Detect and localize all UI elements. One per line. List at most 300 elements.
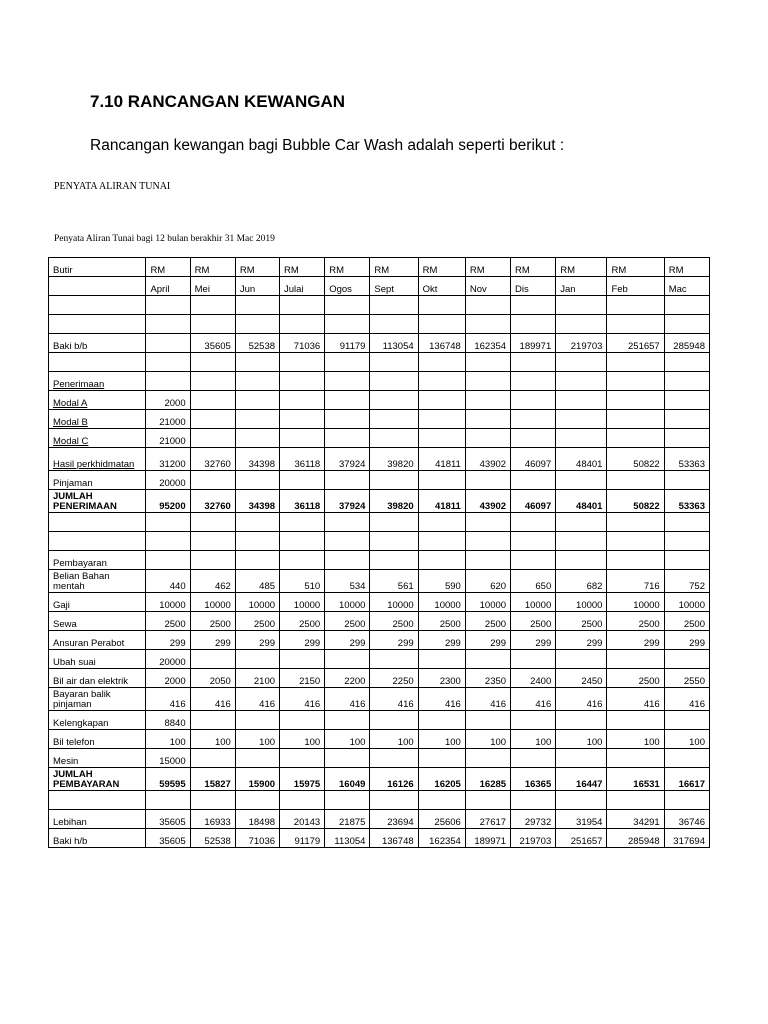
row-value-cell <box>511 410 556 429</box>
row-label: Belian Bahan mentah <box>49 570 146 593</box>
row-value-cell <box>465 532 510 551</box>
row-value-cell <box>607 513 664 532</box>
row-value-cell: 10000 <box>235 593 279 612</box>
row-value-cell: 15900 <box>235 768 279 791</box>
row-value-cell <box>325 315 370 334</box>
header-currency: RM <box>418 258 465 277</box>
header-month: Jun <box>235 277 279 296</box>
row-value-cell <box>418 315 465 334</box>
row-value-cell <box>607 551 664 570</box>
row-value-cell <box>190 791 235 810</box>
row-value-cell: 46097 <box>511 448 556 471</box>
row-value-cell <box>370 532 418 551</box>
table-row <box>49 650 710 669</box>
row-value-cell <box>607 353 664 372</box>
row-value-cell: 16617 <box>664 768 709 791</box>
row-value-cell <box>280 391 325 410</box>
table-row <box>49 471 710 490</box>
row-label: Ubah suai <box>49 650 146 669</box>
row-label <box>49 296 146 315</box>
row-value-cell: 136748 <box>370 829 418 848</box>
row-value-cell <box>418 650 465 669</box>
header-currency: RM <box>465 258 510 277</box>
row-value-cell <box>418 711 465 730</box>
header-month: Dis <box>511 277 556 296</box>
row-value-cell <box>556 532 607 551</box>
row-value-cell: 2500 <box>465 612 510 631</box>
row-value-cell <box>190 749 235 768</box>
row-value-cell: 100 <box>465 730 510 749</box>
row-value-cell: 50822 <box>607 490 664 513</box>
row-value-cell: 162354 <box>465 334 510 353</box>
row-value-cell <box>511 532 556 551</box>
table-row <box>49 372 710 391</box>
header-currency: RM <box>556 258 607 277</box>
row-value-cell <box>370 391 418 410</box>
row-value-cell: 34398 <box>235 448 279 471</box>
row-value-cell: 2450 <box>556 669 607 688</box>
row-value-cell: 317694 <box>664 829 709 848</box>
row-value-cell: 59595 <box>146 768 190 791</box>
row-value-cell <box>511 372 556 391</box>
row-value-cell <box>280 429 325 448</box>
header-currency: RM <box>280 258 325 277</box>
row-value-cell <box>664 650 709 669</box>
row-value-cell <box>664 410 709 429</box>
row-value-cell <box>418 513 465 532</box>
row-value-cell <box>556 471 607 490</box>
row-value-cell <box>556 315 607 334</box>
row-value-cell: 10000 <box>325 593 370 612</box>
table-row <box>49 315 710 334</box>
page-heading: 7.10 RANCANGAN KEWANGAN <box>90 92 346 111</box>
row-value-cell <box>418 372 465 391</box>
table-row <box>49 410 710 429</box>
row-value-cell <box>556 711 607 730</box>
row-value-cell: 510 <box>280 570 325 593</box>
row-value-cell <box>664 315 709 334</box>
row-value-cell <box>556 372 607 391</box>
row-label: Baki h/b <box>49 829 146 848</box>
row-value-cell: 16531 <box>607 768 664 791</box>
row-value-cell: 91179 <box>280 829 325 848</box>
table-row <box>49 631 710 650</box>
table-row <box>49 551 710 570</box>
row-label: Gaji <box>49 593 146 612</box>
row-value-cell <box>190 296 235 315</box>
table-row <box>49 334 710 353</box>
row-value-cell: 416 <box>325 688 370 711</box>
row-value-cell: 52538 <box>190 829 235 848</box>
row-value-cell <box>556 551 607 570</box>
row-value-cell <box>664 791 709 810</box>
table-row <box>49 593 710 612</box>
row-value-cell: 8840 <box>146 711 190 730</box>
row-value-cell: 416 <box>190 688 235 711</box>
row-value-cell <box>418 391 465 410</box>
row-value-cell: 2350 <box>465 669 510 688</box>
row-value-cell: 416 <box>418 688 465 711</box>
row-value-cell: 716 <box>607 570 664 593</box>
row-value-cell: 113054 <box>325 829 370 848</box>
row-value-cell: 299 <box>556 631 607 650</box>
row-value-cell: 16205 <box>418 768 465 791</box>
row-value-cell: 16933 <box>190 810 235 829</box>
row-value-cell: 48401 <box>556 448 607 471</box>
row-value-cell: 620 <box>465 570 510 593</box>
row-value-cell <box>325 532 370 551</box>
row-value-cell <box>146 334 190 353</box>
row-value-cell <box>146 372 190 391</box>
row-value-cell <box>607 791 664 810</box>
table-caption: Penyata Aliran Tunai bagi 12 bulan berakhir 31 Mac 2019 <box>54 234 275 244</box>
row-value-cell <box>607 296 664 315</box>
row-value-cell: 2500 <box>511 612 556 631</box>
row-value-cell: 650 <box>511 570 556 593</box>
row-value-cell: 2500 <box>418 612 465 631</box>
row-value-cell: 50822 <box>607 448 664 471</box>
row-value-cell: 2300 <box>418 669 465 688</box>
row-label <box>49 791 146 810</box>
row-value-cell <box>146 513 190 532</box>
header-month: Ogos <box>325 277 370 296</box>
row-value-cell: 416 <box>280 688 325 711</box>
cash-flow-table <box>48 257 710 848</box>
header-month: Mac <box>664 277 709 296</box>
row-value-cell: 590 <box>418 570 465 593</box>
row-value-cell: 219703 <box>556 334 607 353</box>
row-value-cell <box>511 429 556 448</box>
row-value-cell: 2550 <box>664 669 709 688</box>
table-row <box>49 570 710 593</box>
row-value-cell <box>370 749 418 768</box>
row-value-cell: 416 <box>511 688 556 711</box>
row-value-cell: 39820 <box>370 448 418 471</box>
row-value-cell: 10000 <box>280 593 325 612</box>
row-value-cell <box>370 650 418 669</box>
row-value-cell: 485 <box>235 570 279 593</box>
row-value-cell <box>146 296 190 315</box>
row-value-cell: 2500 <box>556 612 607 631</box>
table-row <box>49 490 710 513</box>
row-value-cell <box>664 513 709 532</box>
row-value-cell: 36118 <box>280 490 325 513</box>
row-value-cell <box>325 296 370 315</box>
header-month: Sept <box>370 277 418 296</box>
row-value-cell <box>280 471 325 490</box>
row-value-cell <box>418 551 465 570</box>
row-value-cell: 100 <box>325 730 370 749</box>
row-value-cell <box>235 749 279 768</box>
row-value-cell: 91179 <box>325 334 370 353</box>
table-row <box>49 429 710 448</box>
row-value-cell: 52538 <box>235 334 279 353</box>
row-value-cell <box>235 711 279 730</box>
row-value-cell <box>325 410 370 429</box>
row-value-cell: 113054 <box>370 334 418 353</box>
row-value-cell: 189971 <box>465 829 510 848</box>
row-value-cell: 15000 <box>146 749 190 768</box>
row-value-cell <box>190 429 235 448</box>
header-currency: RM <box>370 258 418 277</box>
header-currency: RM <box>146 258 190 277</box>
row-value-cell: 34398 <box>235 490 279 513</box>
row-value-cell <box>325 391 370 410</box>
row-label: Pinjaman <box>49 471 146 490</box>
row-value-cell <box>465 296 510 315</box>
row-value-cell <box>511 471 556 490</box>
row-value-cell: 299 <box>190 631 235 650</box>
row-value-cell: 2500 <box>146 612 190 631</box>
row-value-cell: 2500 <box>607 612 664 631</box>
row-value-cell: 16049 <box>325 768 370 791</box>
row-value-cell: 2050 <box>190 669 235 688</box>
row-value-cell <box>465 410 510 429</box>
row-value-cell: 2500 <box>190 612 235 631</box>
row-label: Sewa <box>49 612 146 631</box>
row-label: Ansuran Perabot <box>49 631 146 650</box>
row-value-cell <box>280 296 325 315</box>
row-value-cell <box>370 410 418 429</box>
row-label: Mesin <box>49 749 146 768</box>
table-row <box>49 810 710 829</box>
row-value-cell: 39820 <box>370 490 418 513</box>
row-value-cell: 752 <box>664 570 709 593</box>
row-value-cell <box>664 391 709 410</box>
row-value-cell <box>664 296 709 315</box>
row-value-cell <box>465 315 510 334</box>
row-value-cell <box>325 429 370 448</box>
row-value-cell: 18498 <box>235 810 279 829</box>
row-value-cell: 10000 <box>556 593 607 612</box>
row-value-cell: 2250 <box>370 669 418 688</box>
row-value-cell: 20000 <box>146 471 190 490</box>
table-row <box>49 353 710 372</box>
row-value-cell <box>418 532 465 551</box>
row-value-cell <box>465 429 510 448</box>
row-value-cell: 32760 <box>190 490 235 513</box>
row-value-cell <box>370 429 418 448</box>
row-value-cell: 15827 <box>190 768 235 791</box>
row-value-cell <box>325 353 370 372</box>
row-value-cell: 2500 <box>235 612 279 631</box>
row-value-cell <box>235 791 279 810</box>
row-value-cell <box>280 353 325 372</box>
row-value-cell: 2500 <box>325 612 370 631</box>
row-value-cell <box>664 471 709 490</box>
row-label <box>49 532 146 551</box>
row-value-cell: 71036 <box>280 334 325 353</box>
row-value-cell <box>280 711 325 730</box>
row-value-cell: 2000 <box>146 669 190 688</box>
row-value-cell <box>146 791 190 810</box>
row-value-cell: 100 <box>418 730 465 749</box>
row-value-cell <box>235 650 279 669</box>
row-value-cell <box>664 551 709 570</box>
row-value-cell: 2400 <box>511 669 556 688</box>
row-value-cell: 37924 <box>325 490 370 513</box>
header-month: Okt <box>418 277 465 296</box>
row-value-cell <box>556 429 607 448</box>
row-value-cell: 285948 <box>607 829 664 848</box>
row-value-cell: 416 <box>370 688 418 711</box>
row-value-cell <box>190 513 235 532</box>
row-value-cell <box>511 749 556 768</box>
row-value-cell: 299 <box>418 631 465 650</box>
row-value-cell: 15975 <box>280 768 325 791</box>
row-value-cell <box>607 471 664 490</box>
row-value-cell <box>280 513 325 532</box>
row-value-cell: 32760 <box>190 448 235 471</box>
row-value-cell: 534 <box>325 570 370 593</box>
row-value-cell: 2150 <box>280 669 325 688</box>
row-value-cell <box>465 551 510 570</box>
row-value-cell: 31200 <box>146 448 190 471</box>
header-month: April <box>146 277 190 296</box>
table-row <box>49 791 710 810</box>
header-currency: RM <box>511 258 556 277</box>
row-value-cell <box>280 410 325 429</box>
row-value-cell <box>370 711 418 730</box>
row-value-cell <box>325 372 370 391</box>
row-value-cell <box>325 650 370 669</box>
row-value-cell: 43902 <box>465 448 510 471</box>
row-value-cell <box>556 513 607 532</box>
row-value-cell: 416 <box>664 688 709 711</box>
row-value-cell: 16126 <box>370 768 418 791</box>
row-value-cell <box>418 429 465 448</box>
table-header-row-months <box>49 277 710 296</box>
row-value-cell: 100 <box>370 730 418 749</box>
row-value-cell <box>465 372 510 391</box>
row-value-cell: 100 <box>511 730 556 749</box>
row-value-cell: 21875 <box>325 810 370 829</box>
row-value-cell <box>280 791 325 810</box>
row-value-cell: 299 <box>465 631 510 650</box>
row-value-cell: 2500 <box>664 612 709 631</box>
row-value-cell: 10000 <box>190 593 235 612</box>
row-value-cell: 162354 <box>418 829 465 848</box>
row-value-cell <box>664 353 709 372</box>
row-value-cell: 16365 <box>511 768 556 791</box>
row-value-cell: 2500 <box>280 612 325 631</box>
row-value-cell <box>370 353 418 372</box>
table-row <box>49 513 710 532</box>
row-value-cell <box>465 711 510 730</box>
header-month: Mei <box>190 277 235 296</box>
row-value-cell <box>190 353 235 372</box>
row-value-cell: 2500 <box>607 669 664 688</box>
row-value-cell <box>556 650 607 669</box>
row-value-cell: 285948 <box>664 334 709 353</box>
row-value-cell: 416 <box>465 688 510 711</box>
row-value-cell: 31954 <box>556 810 607 829</box>
row-value-cell: 10000 <box>511 593 556 612</box>
row-value-cell <box>664 372 709 391</box>
row-value-cell <box>146 532 190 551</box>
row-value-cell: 462 <box>190 570 235 593</box>
row-value-cell: 100 <box>607 730 664 749</box>
row-value-cell <box>556 296 607 315</box>
row-value-cell <box>511 296 556 315</box>
row-label: JUMLAH PEMBAYARAN <box>49 768 146 791</box>
row-value-cell <box>556 749 607 768</box>
row-value-cell <box>146 353 190 372</box>
row-value-cell: 219703 <box>511 829 556 848</box>
row-value-cell: 299 <box>146 631 190 650</box>
row-value-cell: 48401 <box>556 490 607 513</box>
row-label: Modal B <box>49 410 146 429</box>
row-value-cell <box>235 551 279 570</box>
row-value-cell <box>664 749 709 768</box>
table-row <box>49 688 710 711</box>
row-value-cell: 25606 <box>418 810 465 829</box>
row-value-cell: 27617 <box>465 810 510 829</box>
table-row <box>49 448 710 471</box>
row-value-cell <box>418 471 465 490</box>
row-value-cell <box>370 372 418 391</box>
row-value-cell <box>235 429 279 448</box>
row-value-cell <box>418 296 465 315</box>
table-row <box>49 749 710 768</box>
row-value-cell: 100 <box>146 730 190 749</box>
header-month: Jan <box>556 277 607 296</box>
header-month: Feb <box>607 277 664 296</box>
row-value-cell: 35605 <box>146 810 190 829</box>
row-value-cell <box>607 410 664 429</box>
row-value-cell: 20143 <box>280 810 325 829</box>
row-value-cell: 41811 <box>418 490 465 513</box>
row-value-cell: 440 <box>146 570 190 593</box>
row-value-cell: 16285 <box>465 768 510 791</box>
row-label <box>49 315 146 334</box>
row-value-cell: 71036 <box>235 829 279 848</box>
row-value-cell: 10000 <box>370 593 418 612</box>
header-currency: RM <box>325 258 370 277</box>
row-value-cell: 10000 <box>664 593 709 612</box>
row-value-cell <box>235 391 279 410</box>
row-value-cell: 299 <box>370 631 418 650</box>
row-value-cell <box>235 532 279 551</box>
row-value-cell: 53363 <box>664 490 709 513</box>
row-value-cell: 23694 <box>370 810 418 829</box>
header-empty-cell <box>49 277 146 296</box>
row-value-cell <box>146 551 190 570</box>
table-row <box>49 296 710 315</box>
row-value-cell <box>511 650 556 669</box>
row-value-cell <box>556 410 607 429</box>
table-row <box>49 669 710 688</box>
row-value-cell <box>607 711 664 730</box>
row-value-cell <box>556 391 607 410</box>
row-value-cell <box>418 353 465 372</box>
row-label: Bayaran balik pinjaman <box>49 688 146 711</box>
row-value-cell <box>511 513 556 532</box>
row-value-cell: 29732 <box>511 810 556 829</box>
row-value-cell <box>511 551 556 570</box>
row-value-cell <box>556 791 607 810</box>
row-value-cell: 299 <box>511 631 556 650</box>
row-label <box>49 353 146 372</box>
row-value-cell: 299 <box>664 631 709 650</box>
table-row <box>49 829 710 848</box>
row-value-cell <box>465 513 510 532</box>
row-value-cell: 136748 <box>418 334 465 353</box>
row-value-cell: 43902 <box>465 490 510 513</box>
row-value-cell: 2500 <box>370 612 418 631</box>
row-value-cell <box>418 410 465 429</box>
row-value-cell: 36118 <box>280 448 325 471</box>
